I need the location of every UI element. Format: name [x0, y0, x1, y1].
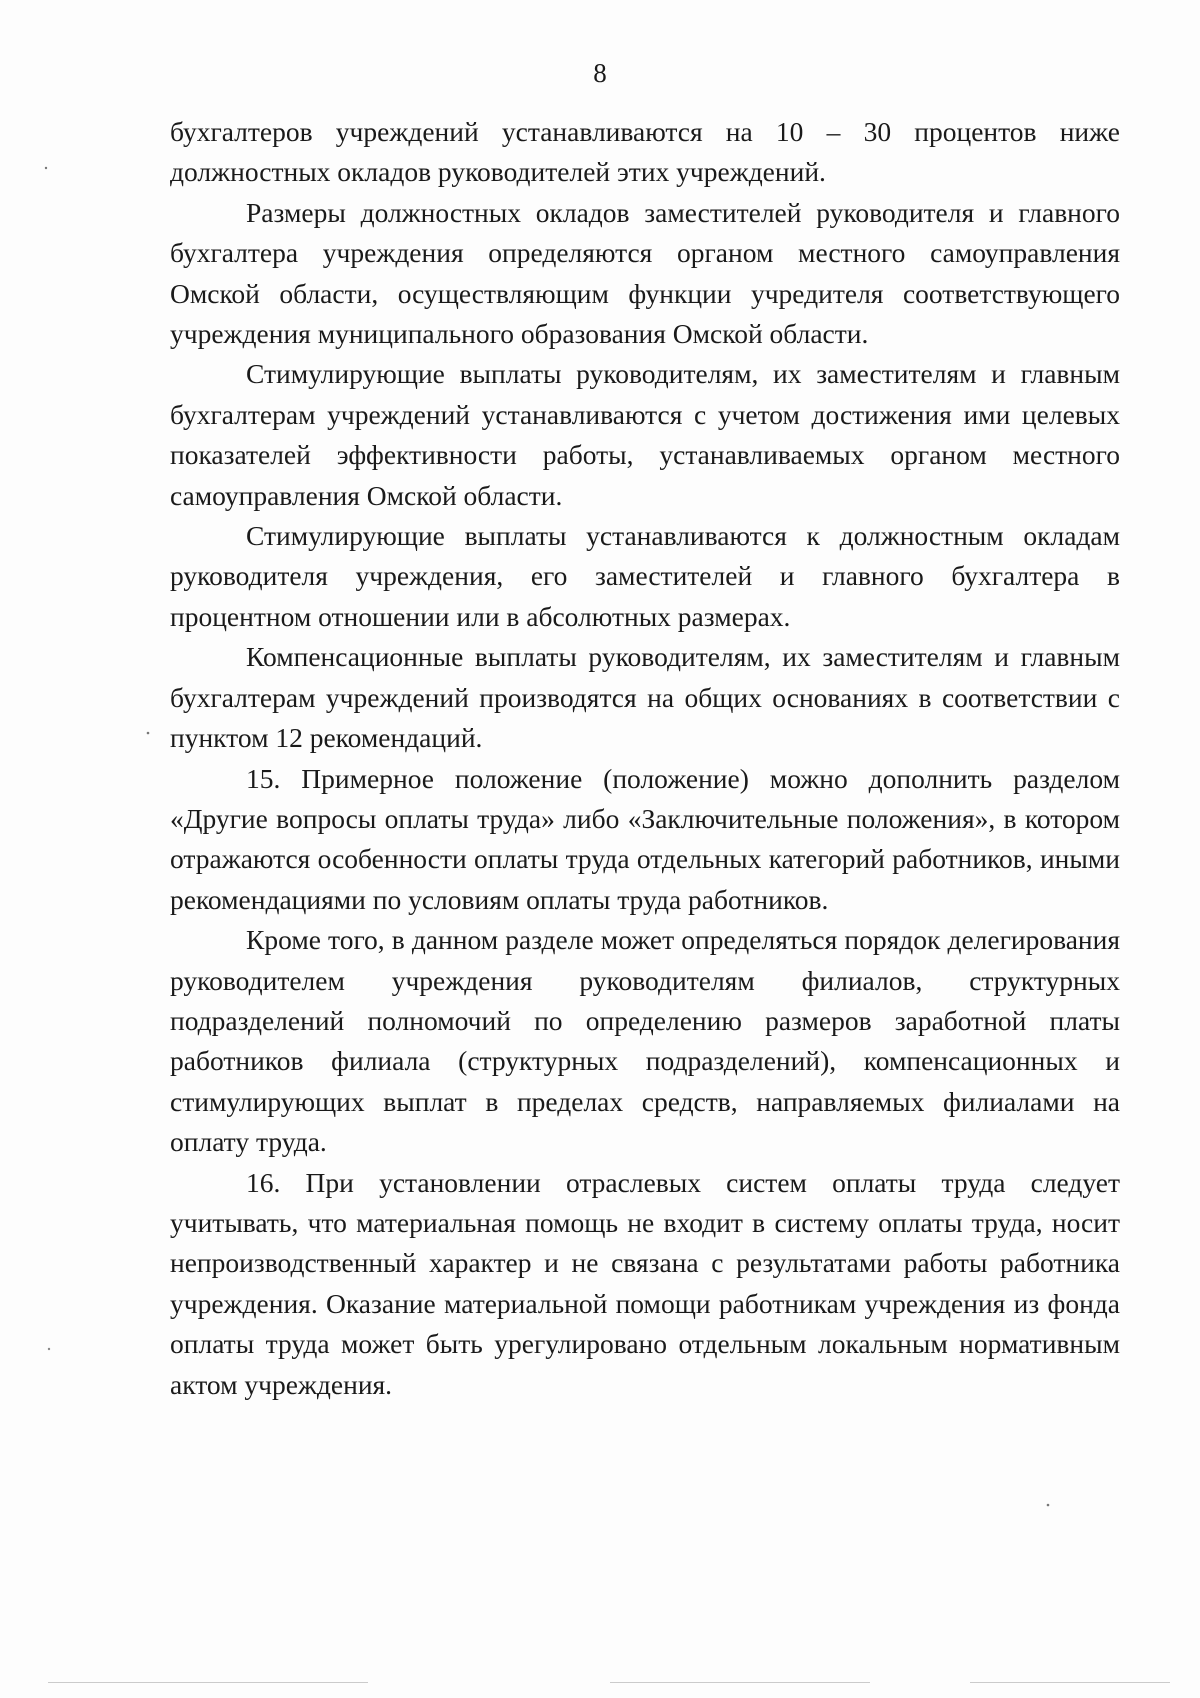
paragraph-incentive-payments-form: Стимулирующие выплаты устанавливаются к должностным окладам руководителя учреждения, его заместителей и главного бухгалтера в процентном отношении или в абсолютных размерах. [170, 520, 1120, 632]
paragraph-compensation-payments: Компенсационные выплаты руководителям, их заместителям и главным бухгалтерам учреждений производятся на общих основаниях в соответствии с пунктом 12 рекомендаций. [170, 641, 1120, 754]
document-body [170, 112, 1120, 1405]
paragraph-delegation: Кроме того, в данном разделе может определяться порядок делегирования руководителем учреждения руководителям филиалов, структурных подразделений полномочий по определению размеров заработной платы работников филиала (структурных подразделений), компенсационных и стимулирующих выплат в пределах средств, направляемых филиалами на оплату труда. [170, 924, 1120, 1158]
paragraph-item-16: 16. При установлении отраслевых систем оплаты труда следует учитывать, что материальная помощь не входит в систему оплаты труда, носит непроизводственный характер и не связана с результатами работы работника учреждения. Оказание материальной помощи работникам учреждения из фонда оплаты труда может быть урегулировано отдельным локальным нормативным актом учреждения. [170, 1166, 1120, 1400]
page-number: 8 [593, 58, 607, 88]
paragraph-deputy-salaries: Размеры должностных окладов заместителей руководителя и главного бухгалтера учреждения определяются органом местного самоуправления Омской области, осуществляющим функции учредителя соответствующего учреждения муниципального образования Омской области. [170, 196, 1120, 350]
paragraph-item-15: 15. Примерное положение (положение) можно дополнить разделом «Другие вопросы оплаты труда» либо «Заключительные положения», в котором отражаются особенности оплаты труда отдельных категорий работников, иными рекомендациями по условиям оплаты труда работников. [170, 762, 1120, 915]
paragraph-incentive-payments-targets: Стимулирующие выплаты руководителям, их заместителям и главным бухгалтерам учреждений устанавливаются с учетом достижения ими целевых показателей эффективности работы, устанавливаемых органом местного самоуправления Омской области. [170, 358, 1120, 511]
paragraph-continuation: бухгалтеров учреждений устанавливаются на 10 – 30 процентов ниже должностных окладов руководителей этих учреждений. [170, 116, 1120, 188]
